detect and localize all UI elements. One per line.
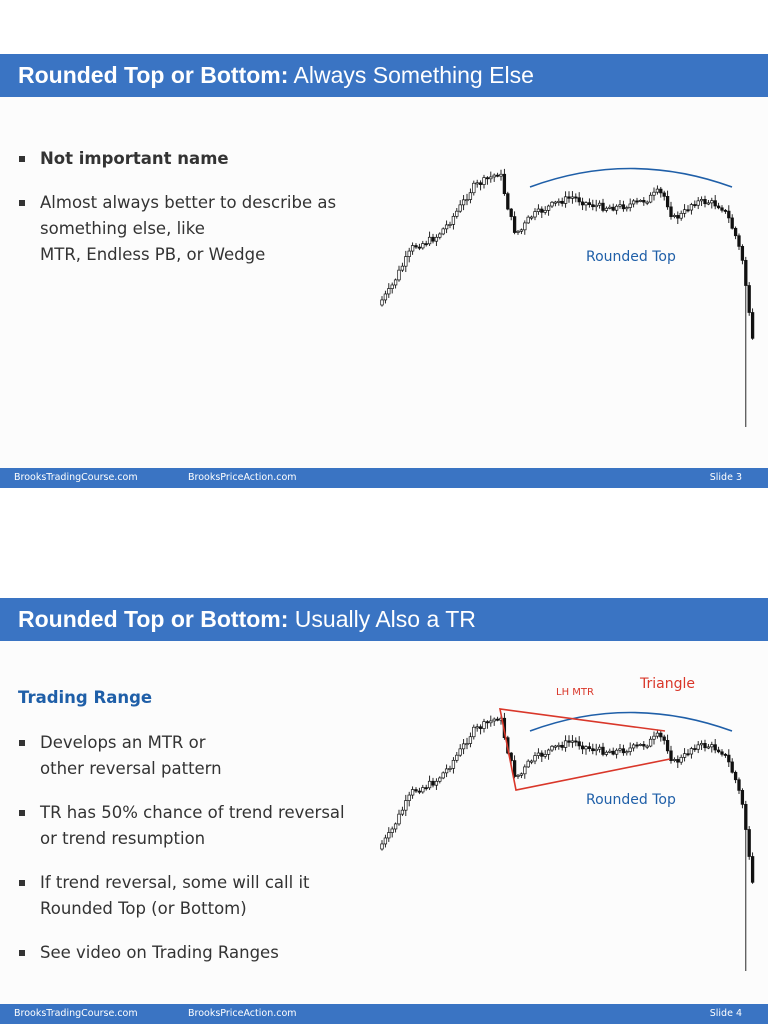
candle-body	[517, 775, 520, 776]
candle-body	[728, 755, 731, 762]
candle-body	[677, 215, 680, 218]
candle-body	[561, 745, 564, 747]
candle-body	[598, 747, 601, 749]
candle-body	[452, 216, 455, 224]
candle-body	[507, 194, 510, 209]
candle-body	[609, 207, 612, 208]
candle-body	[663, 193, 666, 196]
candle-body	[425, 788, 428, 789]
candle-body	[707, 747, 710, 748]
candle-body	[534, 212, 537, 217]
candle-body	[660, 189, 663, 193]
candle-body	[595, 205, 598, 206]
candle-body	[745, 260, 748, 285]
candle-body	[398, 814, 401, 824]
candle-body	[428, 781, 431, 788]
candle-body	[609, 751, 612, 752]
candle-body	[564, 197, 567, 204]
candle-body	[748, 286, 751, 313]
candle-body	[612, 207, 615, 210]
lh-mtr-label: LH MTR	[556, 687, 594, 698]
rounded-top-arc	[530, 169, 732, 188]
candle-body	[622, 749, 625, 753]
candle-body	[445, 225, 448, 229]
candle-body	[738, 236, 741, 247]
candle-body	[632, 201, 635, 204]
rounded-top-arc	[530, 713, 732, 732]
candle-body	[483, 178, 486, 185]
candle-body	[459, 749, 462, 755]
candle-body	[741, 790, 744, 804]
candle-body	[656, 733, 659, 736]
candle-body	[748, 830, 751, 857]
footer-site-2: BrooksPriceAction.com	[188, 472, 297, 483]
candle-body	[394, 824, 397, 829]
candle-body	[466, 200, 469, 201]
candle-body	[592, 205, 595, 207]
candle-body	[439, 778, 442, 781]
candle-body	[670, 207, 673, 217]
slide-3	[0, 54, 768, 488]
candle-body	[513, 217, 516, 233]
candle-body	[541, 209, 544, 212]
candle-body	[415, 790, 418, 792]
candle-body	[632, 745, 635, 748]
candle-body	[418, 247, 421, 248]
candle-body	[653, 192, 656, 195]
candle-body	[459, 205, 462, 211]
candle-body	[388, 289, 391, 294]
candle-body	[646, 746, 649, 747]
candle-body	[585, 203, 588, 205]
candle-body	[683, 210, 686, 214]
candle-body	[568, 197, 571, 199]
candle-body	[602, 747, 605, 754]
candle-body	[704, 743, 707, 747]
candle-body	[422, 788, 425, 792]
candle-body	[513, 761, 516, 777]
subheading: Trading Range	[18, 688, 153, 707]
candle-body	[408, 251, 411, 257]
candle-body	[751, 313, 754, 339]
candle-body	[401, 266, 404, 270]
candle-body	[530, 217, 533, 218]
candle-body	[520, 774, 523, 775]
candle-body	[673, 759, 676, 760]
footer-site-1: BrooksTradingCourse.com	[14, 1008, 138, 1019]
candle-body	[411, 790, 414, 796]
candle-body	[456, 211, 459, 216]
candle-body	[605, 752, 608, 754]
candle-body	[483, 722, 486, 729]
candle-body	[581, 202, 584, 205]
footer-site-1: BrooksTradingCourse.com	[14, 472, 138, 483]
candle-body	[673, 215, 676, 216]
bullet-item: Almost always better to describe as something else, like MTR, Endless PB, or Wedge	[18, 190, 336, 268]
candle-body	[578, 198, 581, 202]
candle-body	[473, 183, 476, 192]
bullet-list	[18, 730, 345, 984]
candle-body	[524, 223, 527, 230]
candle-body	[554, 746, 557, 747]
candle-body	[428, 237, 431, 244]
candle-body	[473, 727, 476, 736]
candle-body	[646, 202, 649, 203]
rounded-top-label: Rounded Top	[586, 792, 676, 808]
candle-body	[418, 791, 421, 792]
candle-body	[490, 721, 493, 723]
candle-body	[520, 230, 523, 231]
candle-body	[554, 202, 557, 203]
candle-body	[381, 300, 384, 305]
candle-body	[517, 231, 520, 232]
candle-body	[666, 740, 669, 750]
candle-body	[588, 747, 591, 749]
candle-body	[622, 205, 625, 209]
slide-title: Rounded Top or Bottom: Always Something Else	[0, 54, 768, 97]
candle-body	[602, 203, 605, 210]
candle-body	[707, 203, 710, 204]
candle-body	[558, 745, 561, 746]
candle-body	[432, 237, 435, 241]
candle-body	[575, 197, 578, 198]
bullet-item: If trend reversal, some will call it Rounded Top (or Bottom)	[18, 870, 345, 922]
candle-body	[636, 201, 639, 202]
candle-body	[388, 833, 391, 838]
candle-body	[449, 224, 452, 225]
candle-body	[666, 196, 669, 206]
candle-body	[636, 745, 639, 746]
candle-body	[741, 246, 744, 260]
candle-body	[398, 270, 401, 280]
candle-body	[551, 746, 554, 750]
candle-body	[745, 804, 748, 829]
candle-body	[561, 201, 564, 203]
candle-body	[711, 201, 714, 203]
candle-body	[527, 217, 530, 223]
candle-body	[700, 199, 703, 200]
candle-body	[391, 829, 394, 833]
candle-body	[405, 257, 408, 267]
candle-body	[384, 294, 387, 300]
candle-body	[694, 749, 697, 750]
candle-body	[687, 754, 690, 755]
candle-body	[683, 754, 686, 758]
footer-site-2: BrooksPriceAction.com	[188, 1008, 297, 1019]
candle-body	[690, 749, 693, 755]
candle-body	[547, 206, 550, 210]
candle-body	[530, 761, 533, 762]
candle-body	[527, 761, 530, 767]
candle-body	[476, 183, 479, 184]
candle-body	[626, 752, 629, 753]
candle-body	[456, 755, 459, 760]
candle-body	[537, 209, 540, 212]
slide-number: Slide 4	[709, 1008, 742, 1019]
candle-body	[493, 719, 496, 721]
candle-body	[615, 750, 618, 754]
candle-body	[466, 744, 469, 745]
candle-body	[694, 205, 697, 206]
candle-body	[717, 750, 720, 752]
triangle-lines	[500, 709, 670, 790]
candle-body	[564, 741, 567, 748]
candle-body	[581, 746, 584, 749]
candle-body	[384, 838, 387, 844]
candle-body	[405, 801, 408, 811]
candle-body	[445, 769, 448, 773]
candle-body	[653, 736, 656, 739]
candle-body	[547, 750, 550, 754]
candle-body	[660, 733, 663, 737]
candle-body	[704, 199, 707, 203]
candle-body	[738, 780, 741, 791]
candle-body	[714, 201, 717, 206]
slide-footer	[0, 468, 768, 488]
candle-body	[728, 211, 731, 218]
candle-body	[534, 756, 537, 761]
candle-body	[381, 844, 384, 849]
candle-body	[615, 206, 618, 210]
candle-body	[677, 759, 680, 762]
candle-body	[612, 751, 615, 754]
rounded-top-label: Rounded Top	[586, 249, 676, 265]
slide-4	[0, 598, 768, 1024]
candle-body	[751, 857, 754, 883]
candle-body	[588, 203, 591, 205]
candle-body	[425, 244, 428, 245]
candle-body	[724, 210, 727, 211]
candle-body	[643, 200, 646, 202]
candle-body	[714, 745, 717, 750]
candle-body	[490, 177, 493, 179]
bullet-item: Not important name	[18, 146, 336, 172]
price-bars	[381, 713, 754, 971]
candle-body	[578, 742, 581, 746]
candle-body	[449, 768, 452, 769]
slide-footer	[0, 1004, 768, 1024]
candle-body	[541, 753, 544, 756]
candle-body	[721, 208, 724, 210]
candle-body	[592, 749, 595, 751]
candle-body	[442, 229, 445, 234]
candle-body	[711, 745, 714, 747]
candle-body	[479, 183, 482, 185]
candle-body	[639, 200, 642, 201]
candle-body	[629, 204, 632, 208]
candle-body	[439, 234, 442, 237]
candle-body	[734, 772, 737, 779]
candle-body	[476, 727, 479, 728]
triangle-label: Triangle	[640, 676, 695, 692]
candle-body	[656, 189, 659, 192]
candle-body	[496, 719, 499, 720]
candlestick-chart	[378, 676, 763, 991]
candle-body	[537, 753, 540, 756]
candle-body	[469, 737, 472, 744]
candle-body	[462, 744, 465, 749]
candle-body	[568, 741, 571, 743]
candle-body	[724, 754, 727, 755]
slide-title: Rounded Top or Bottom: Usually Also a TR	[0, 598, 768, 641]
candle-body	[571, 741, 574, 742]
candle-body	[575, 741, 578, 742]
candle-body	[544, 754, 547, 756]
candle-body	[629, 748, 632, 752]
candle-body	[503, 174, 506, 193]
candle-body	[731, 218, 734, 228]
candle-body	[649, 739, 652, 746]
candle-body	[551, 202, 554, 206]
candle-body	[717, 206, 720, 208]
candle-body	[670, 751, 673, 761]
candle-body	[721, 752, 724, 754]
candle-body	[524, 767, 527, 774]
bullet-item: See video on Trading Ranges	[18, 940, 345, 966]
candle-body	[680, 757, 683, 762]
candle-body	[411, 246, 414, 252]
candle-body	[401, 810, 404, 814]
candle-body	[432, 781, 435, 785]
candle-body	[700, 743, 703, 744]
candle-body	[690, 205, 693, 211]
candle-body	[605, 208, 608, 210]
candle-body	[415, 246, 418, 248]
candle-body	[493, 175, 496, 177]
candle-body	[486, 722, 489, 723]
candle-body	[442, 773, 445, 778]
bullet-item: Develops an MTR or other reversal pattern	[18, 730, 345, 782]
candle-body	[626, 208, 629, 209]
candle-body	[571, 197, 574, 198]
candle-body	[639, 744, 642, 745]
candle-body	[619, 749, 622, 750]
candle-body	[435, 781, 438, 785]
candle-body	[595, 749, 598, 750]
candlestick-chart	[378, 162, 763, 447]
price-bars	[381, 169, 754, 427]
bullet-list	[18, 146, 336, 286]
candle-body	[663, 737, 666, 740]
slide-number: Slide 3	[709, 472, 742, 483]
candle-body	[643, 744, 646, 746]
candle-body	[619, 205, 622, 206]
candle-body	[422, 244, 425, 248]
candle-body	[585, 747, 588, 749]
candle-body	[452, 760, 455, 768]
candle-body	[486, 178, 489, 179]
candle-body	[500, 174, 503, 176]
candle-body	[731, 762, 734, 772]
candle-body	[544, 210, 547, 212]
candle-body	[391, 285, 394, 289]
candle-body	[697, 745, 700, 749]
candle-body	[408, 795, 411, 801]
candle-body	[462, 200, 465, 205]
candle-body	[469, 193, 472, 200]
candle-body	[496, 175, 499, 176]
bullet-item: TR has 50% chance of trend reversal or trend resumption	[18, 800, 345, 852]
candle-body	[697, 201, 700, 205]
candle-body	[734, 228, 737, 235]
candle-body	[687, 210, 690, 211]
candle-body	[649, 195, 652, 202]
candle-body	[598, 203, 601, 205]
candle-body	[510, 209, 513, 217]
candle-body	[435, 237, 438, 241]
candle-body	[680, 213, 683, 218]
candle-body	[394, 280, 397, 285]
candle-body	[558, 201, 561, 202]
candle-body	[479, 727, 482, 729]
